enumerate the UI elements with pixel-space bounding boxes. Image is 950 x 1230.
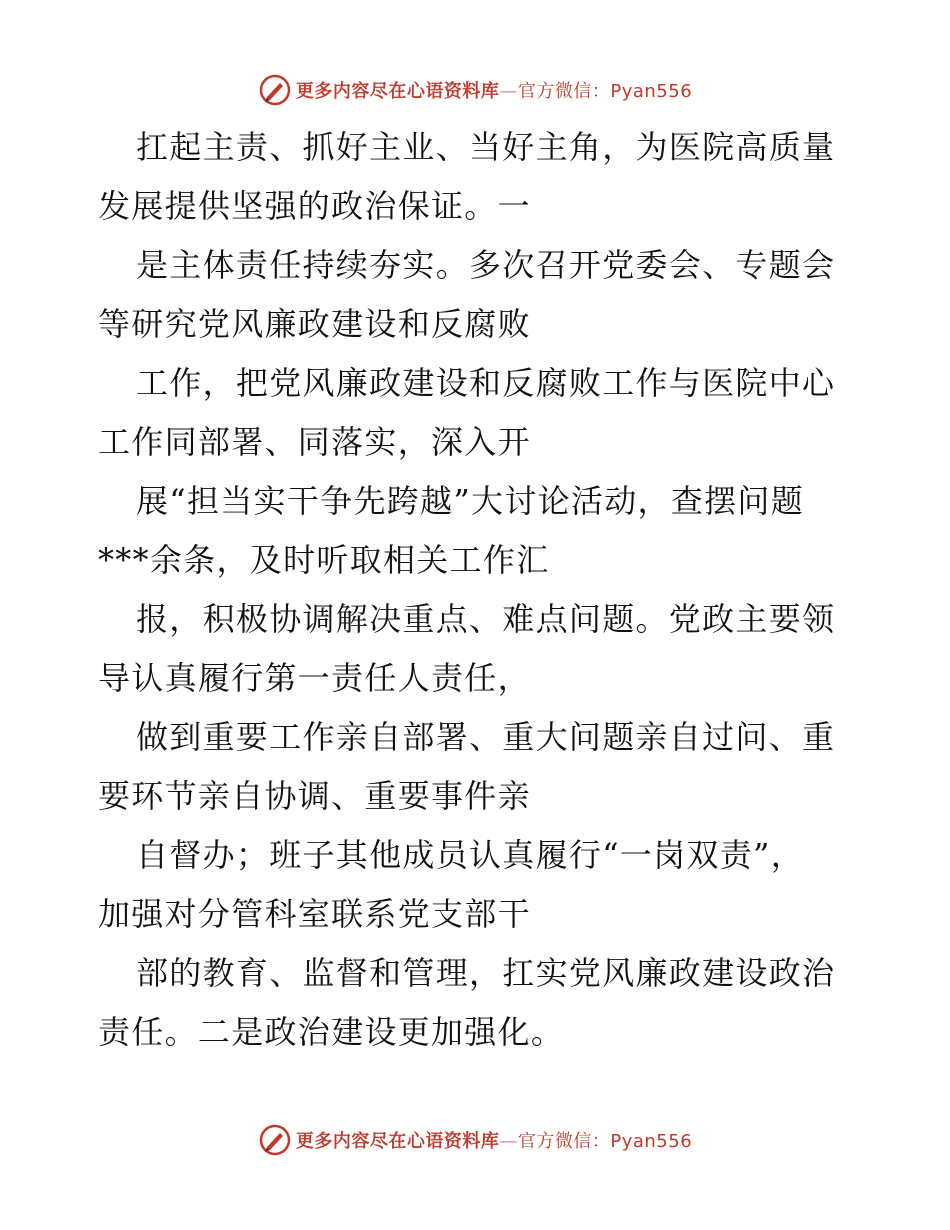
body-line: 展“担当实干争先跨越”大讨论活动，查摆问题 bbox=[136, 482, 805, 520]
body-line: 是主体责任持续夯实。多次召开党委会、专题会 bbox=[136, 246, 836, 284]
body-line: 要环节亲自协调、重要事件亲 bbox=[98, 777, 531, 815]
header-banner-dash: — bbox=[499, 81, 518, 102]
header-banner-text bbox=[296, 77, 692, 103]
footer-banner-text bbox=[296, 1127, 692, 1153]
pen-logo-icon bbox=[258, 1123, 292, 1157]
header-banner bbox=[0, 70, 950, 110]
body-line: 工作同部署、同落实，深入开 bbox=[98, 423, 531, 461]
body-line: 做到重要工作亲自部署、重大问题亲自过问、重 bbox=[136, 718, 836, 756]
body-line: 报，积极协调解决重点、难点问题。党政主要领 bbox=[136, 600, 836, 638]
body-line: ***余条，及时听取相关工作汇 bbox=[98, 541, 550, 579]
footer-banner bbox=[0, 1120, 950, 1160]
body-line: 工作，把党风廉政建设和反腐败工作与医院中心 bbox=[136, 364, 836, 402]
header-banner-title: 更多内容尽在心语资料库 bbox=[295, 81, 500, 102]
document-body bbox=[98, 118, 858, 1062]
footer-banner-dash: — bbox=[499, 1131, 518, 1152]
body-line: 自督办；班子其他成员认真履行“一岗双责”， bbox=[136, 836, 805, 874]
header-banner-wechat: 官方微信：Pyan556 bbox=[517, 81, 693, 102]
body-line: 等研究党风廉政建设和反腐败 bbox=[98, 305, 531, 343]
footer-banner-title: 更多内容尽在心语资料库 bbox=[295, 1131, 500, 1152]
body-line: 部的教育、监督和管理，扛实党风廉政建设政治 bbox=[136, 954, 836, 992]
body-line: 责任。二是政治建设更加强化。 bbox=[98, 1013, 565, 1051]
body-line: 发展提供坚强的政治保证。一 bbox=[98, 187, 531, 225]
body-line: 扛起主责、抓好主业、当好主角，为医院高质量 bbox=[136, 128, 836, 166]
body-line: 导认真履行第一责任人责任， bbox=[98, 659, 531, 697]
body-line: 加强对分管科室联系党支部干 bbox=[98, 895, 531, 933]
pen-logo-icon bbox=[258, 73, 292, 107]
footer-banner-wechat: 官方微信：Pyan556 bbox=[517, 1131, 693, 1152]
